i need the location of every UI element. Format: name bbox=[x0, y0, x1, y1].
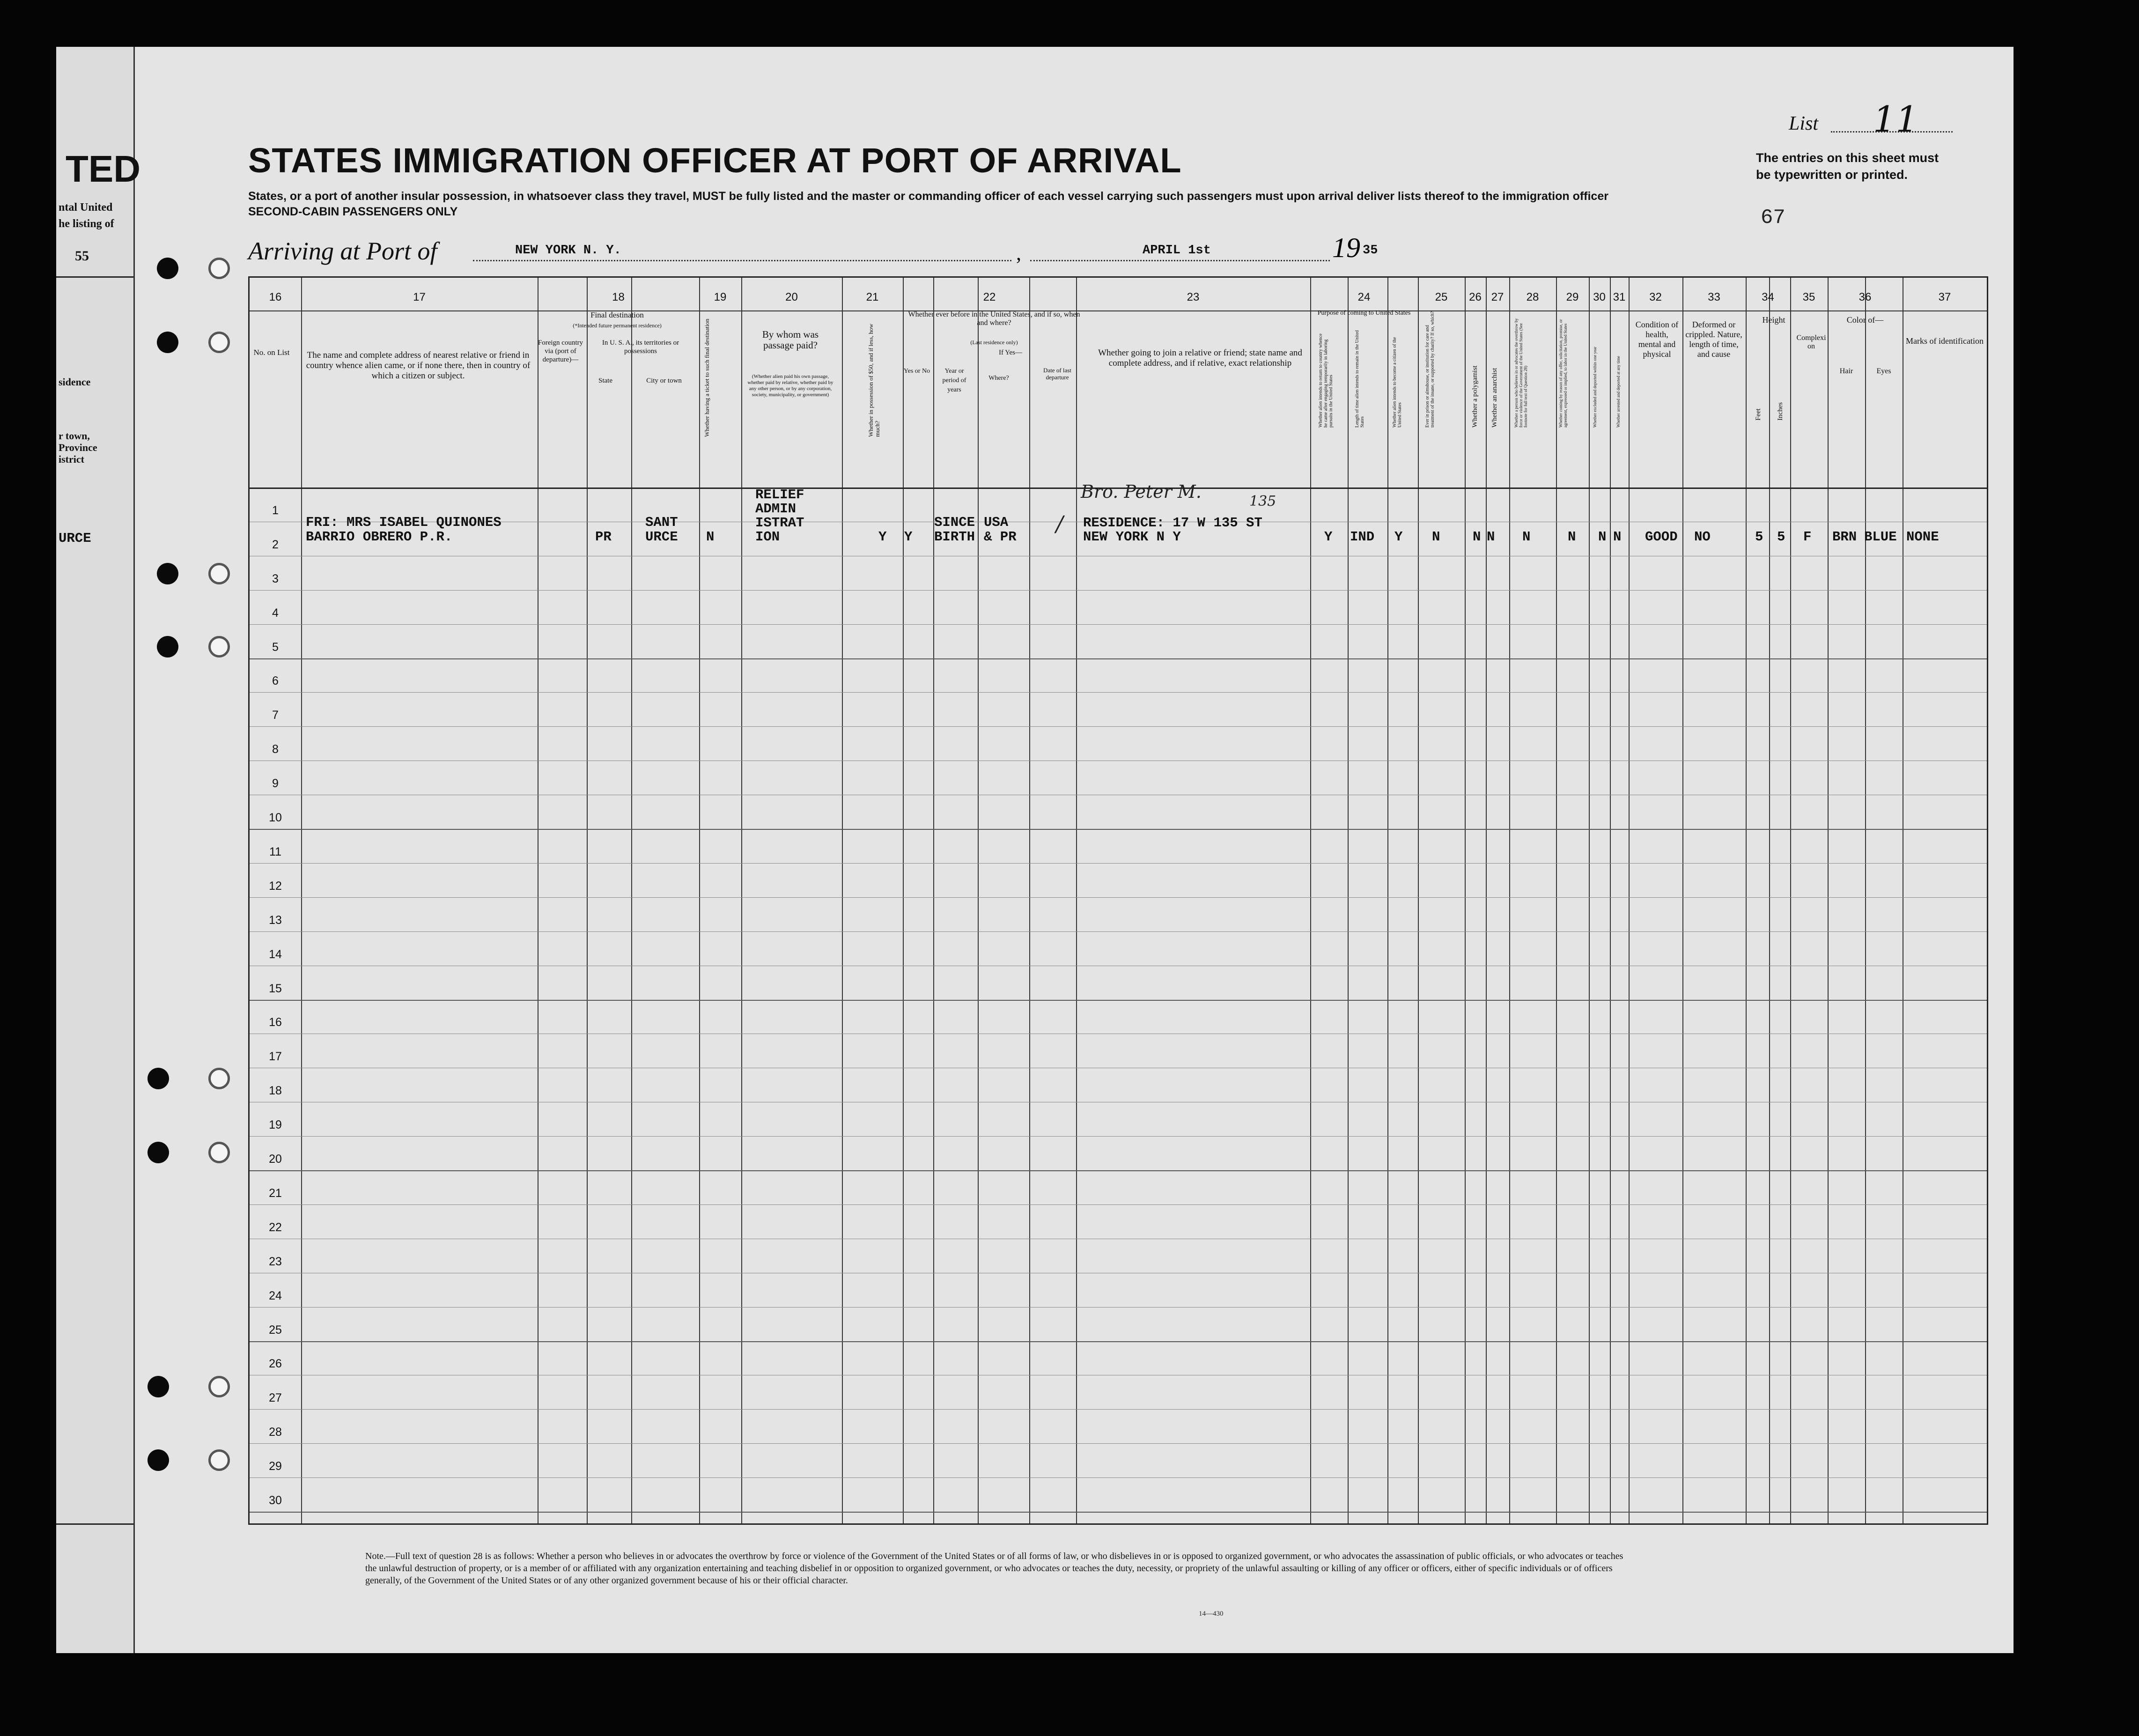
row-number: 4 bbox=[272, 606, 279, 620]
header-departure-date: Date of last departure bbox=[1043, 367, 1071, 381]
column-number: 18 bbox=[612, 291, 625, 303]
binder-hole-ring bbox=[208, 1449, 230, 1471]
binder-hole-ring bbox=[208, 332, 230, 353]
row-rule bbox=[250, 931, 1987, 932]
row-rule bbox=[250, 1170, 1987, 1171]
header-final-destination-sub: (*Intended future permanent residence) bbox=[573, 322, 662, 329]
column-number: 35 bbox=[1802, 291, 1815, 303]
column-rule bbox=[1865, 278, 1866, 1523]
column-rule bbox=[631, 278, 632, 1523]
left-fragment-line: he listing of bbox=[59, 218, 114, 230]
header-deformed: Deformed or crippled. Nature, length of time, and cause bbox=[1685, 320, 1742, 359]
row-number: 28 bbox=[269, 1426, 282, 1439]
header-feet: Feet bbox=[1755, 408, 1762, 421]
row-number: 3 bbox=[272, 572, 279, 585]
row-rule bbox=[250, 1512, 1987, 1513]
fifty-dollars-value: Y bbox=[878, 529, 887, 545]
header-final-destination: Final destination bbox=[590, 310, 644, 319]
row-rule bbox=[250, 1204, 1987, 1205]
column-number: 26 bbox=[1469, 291, 1482, 303]
row-number: 23 bbox=[269, 1255, 282, 1268]
province-label: Province bbox=[59, 442, 97, 453]
header-join-relative: Whether going to join a relative or friend; state name and complete address, and if relative, exact relationship bbox=[1098, 348, 1302, 368]
row-number: 12 bbox=[269, 879, 282, 893]
row-rule bbox=[250, 1477, 1987, 1478]
manifest-table bbox=[248, 276, 1988, 1525]
passage-paid-by: ION bbox=[755, 529, 780, 545]
binder-hole-ring bbox=[208, 563, 230, 584]
column-rule bbox=[933, 278, 934, 1523]
header-purpose-citizen: Whether alien intends to become a citizen of the United States bbox=[1392, 337, 1402, 428]
column-number: 20 bbox=[785, 291, 798, 303]
row-number: 29 bbox=[269, 1460, 282, 1473]
polygamist-value: N bbox=[1473, 529, 1481, 545]
footnote: Note.—Full text of question 28 is as follows: Whether a person who believes in or advocates the overthrow by force or violence of the Government of the United States or of all forms of law, or who disbelieves in or is opposed to organized government, or who advocates the assassination of public officials, or who advocates or teaches the unlawful destruction of property, or is a member of or affiliated with any organization entertaining and teaching disbelief in or opposition to organized government, or who advocates or teaches the duty, necessity, or propriety of the unlawful assaulting or killing of any officer or officers, either of specific individuals or of officers generally, of the Government of the United States or of any other organized government because of his or their official character. bbox=[365, 1551, 1623, 1586]
residence-label: sidence bbox=[59, 376, 91, 388]
list-label: List bbox=[1789, 113, 1819, 134]
row-rule bbox=[250, 829, 1987, 830]
column-number: 34 bbox=[1762, 291, 1774, 303]
arrival-date: APRIL 1st bbox=[1143, 244, 1211, 258]
page-title: STATES IMMIGRATION OFFICER AT PORT OF ARRIVAL bbox=[248, 141, 1182, 180]
left-fragment-line: ntal United bbox=[59, 201, 113, 214]
header-purpose-return: Whether alien intends to return to country whence he came after engaging temporarily in laboring pursuits in the United States bbox=[1318, 333, 1334, 428]
header-complexion: Complexion bbox=[1796, 334, 1826, 350]
destination-city: URCE bbox=[645, 529, 678, 545]
manifest-sheet bbox=[56, 47, 2014, 1653]
header-purpose: Purpose of coming to United States bbox=[1317, 310, 1411, 317]
handwritten-correction: 135 bbox=[1249, 493, 1276, 510]
row-number: 24 bbox=[269, 1289, 282, 1302]
passage-paid-by: RELIEF bbox=[755, 487, 804, 502]
deported-value: N bbox=[1613, 529, 1622, 545]
column-number: 33 bbox=[1708, 291, 1720, 303]
row-number: 7 bbox=[272, 709, 279, 722]
row-number: 15 bbox=[269, 982, 282, 995]
header-health: Condition of health, mental and physical bbox=[1635, 320, 1679, 359]
header-overthrow: Whether a person who believes in or advocates the overthrow by force or violence of the Government of the United States (See footnote for full text of Question 28) bbox=[1514, 318, 1528, 428]
header-no-on-list: No. on List bbox=[253, 348, 290, 357]
header-rule bbox=[250, 310, 1987, 311]
row-number: 18 bbox=[269, 1084, 282, 1098]
column-rule bbox=[1769, 278, 1770, 1523]
period-value: SINCE bbox=[934, 515, 975, 530]
deformed-value: NO bbox=[1694, 529, 1711, 545]
destination-city: SANT bbox=[645, 515, 678, 530]
date-dotted-line bbox=[1030, 260, 1330, 261]
binder-hole bbox=[157, 636, 178, 657]
column-number: 29 bbox=[1566, 291, 1579, 303]
binder-hole bbox=[148, 1449, 169, 1471]
health-value: GOOD bbox=[1645, 529, 1678, 545]
passage-paid-by: ISTRAT bbox=[755, 515, 804, 531]
header-state: State bbox=[598, 377, 612, 384]
where-value: & PR bbox=[984, 529, 1017, 545]
header-passage-paid: By whom was passage paid? bbox=[762, 329, 819, 351]
period-value: BIRTH bbox=[934, 529, 975, 545]
header-eyes: Eyes bbox=[1876, 367, 1891, 375]
header-prison: Ever in prison or almshouse, or institution for care and treatment of the insane, or supported by charity? If so, which? bbox=[1425, 311, 1435, 428]
prison-value: N bbox=[1432, 529, 1440, 545]
return-value: Y bbox=[1324, 529, 1333, 545]
relative-address-line: FRI: MRS ISABEL QUINONES bbox=[306, 515, 502, 530]
row-rule bbox=[250, 1136, 1987, 1137]
column-number: 31 bbox=[1613, 291, 1626, 303]
binder-hole-ring bbox=[208, 1142, 230, 1163]
header-color: Color of— bbox=[1846, 315, 1884, 325]
row-rule bbox=[250, 624, 1987, 625]
row-number: 17 bbox=[269, 1050, 282, 1064]
excluded-value: N bbox=[1598, 529, 1607, 545]
header-ever-before: Whether ever before in the United States, and if so, when and where? bbox=[908, 310, 1080, 327]
header-period: Year or period of years bbox=[942, 368, 966, 393]
column-rule bbox=[978, 278, 979, 1523]
header-where: Where? bbox=[988, 375, 1009, 382]
feet-value: 5 bbox=[1755, 529, 1763, 545]
header-anarchist: Whether an anarchist bbox=[1491, 368, 1498, 428]
column-rule bbox=[1790, 278, 1791, 1523]
left-fragment-table bbox=[56, 276, 133, 1525]
row-rule bbox=[250, 897, 1987, 898]
binder-hole bbox=[157, 258, 178, 279]
binder-hole bbox=[148, 1376, 169, 1397]
overthrow-value: N bbox=[1522, 529, 1531, 545]
header-hair: Hair bbox=[1839, 367, 1853, 375]
header-ticket: Whether having a ticket to such final destination bbox=[703, 318, 710, 437]
ever-before-value: Y bbox=[904, 529, 913, 545]
eyes-value: BLUE bbox=[1864, 529, 1897, 545]
binder-hole bbox=[148, 1068, 169, 1089]
row-number: 9 bbox=[272, 777, 279, 790]
header-ever-before-sub: (Last residence only) bbox=[970, 339, 1018, 346]
complexion-value: F bbox=[1803, 529, 1812, 545]
column-number: 36 bbox=[1859, 291, 1872, 303]
header-nearest-relative: The name and complete address of nearest relative or friend in country whence alien came, or if none there, then in country of which a citizen or subject. bbox=[306, 350, 531, 381]
binder-hole bbox=[148, 1142, 169, 1163]
column-rule bbox=[1486, 278, 1487, 1523]
handwritten-relative: Bro. Peter M. bbox=[1081, 481, 1202, 502]
header-fifty-dollars: Whether in possession of $50, and if less, how much? bbox=[867, 324, 881, 437]
row-number: 1 bbox=[272, 503, 279, 517]
left-fragment-title: TED bbox=[66, 148, 140, 190]
column-number: 22 bbox=[983, 291, 996, 303]
column-rule bbox=[1076, 278, 1077, 1523]
header-city: City or town bbox=[646, 377, 682, 384]
departure-mark: / bbox=[1056, 511, 1063, 536]
row-rule bbox=[250, 590, 1987, 591]
column-rule bbox=[1629, 278, 1630, 1523]
left-fragment-year: 55 bbox=[75, 248, 89, 264]
row-number: 19 bbox=[269, 1118, 282, 1132]
hair-value: BRN bbox=[1832, 529, 1857, 545]
page-number: 67 bbox=[1761, 206, 1785, 229]
port-of-arrival: NEW YORK N. Y. bbox=[515, 244, 621, 258]
column-rule bbox=[1029, 278, 1030, 1523]
row-number: 8 bbox=[272, 743, 279, 756]
row-number: 27 bbox=[269, 1391, 282, 1405]
marks-value: NONE bbox=[1906, 529, 1939, 545]
row-number: 14 bbox=[269, 947, 282, 961]
header-if-yes: If Yes— bbox=[998, 349, 1022, 356]
header-passage-paid-sub: (Whether alien paid his own passage, whether paid by relative, whether paid by any other person, or by any corporation, society, municipality, or government) bbox=[747, 374, 833, 398]
row-number: 26 bbox=[269, 1357, 282, 1371]
binder-hole bbox=[157, 563, 178, 584]
header-height: Height bbox=[1762, 315, 1785, 325]
column-number: 25 bbox=[1435, 291, 1448, 303]
column-rule bbox=[1746, 278, 1747, 1523]
binder-hole bbox=[157, 332, 178, 353]
column-rule bbox=[1509, 278, 1510, 1523]
row-number: 20 bbox=[269, 1152, 282, 1166]
district-label: istrict bbox=[59, 453, 84, 465]
column-number: 19 bbox=[714, 291, 727, 303]
ticket-value: N bbox=[706, 529, 715, 545]
row-number: 5 bbox=[272, 640, 279, 654]
row-rule bbox=[250, 1443, 1987, 1444]
header-polygamist: Whether a polygamist bbox=[1471, 365, 1479, 428]
row-number: 16 bbox=[269, 1016, 282, 1029]
column-rule bbox=[301, 278, 302, 1523]
row-number: 6 bbox=[272, 674, 279, 688]
column-rule bbox=[741, 278, 742, 1523]
previous-page-fragment bbox=[56, 47, 140, 1653]
column-number: 37 bbox=[1938, 291, 1951, 303]
header-labor-offer: Whether coming by reason of any offer, solicitation, promise, or agreement, expressed or implied, to labor in the United States bbox=[1558, 319, 1568, 428]
row-number: 22 bbox=[269, 1220, 282, 1234]
column-number: 28 bbox=[1526, 291, 1539, 303]
column-rule bbox=[1828, 278, 1829, 1523]
row-rule bbox=[250, 1341, 1987, 1342]
column-rule bbox=[1610, 278, 1611, 1523]
column-rule bbox=[1465, 278, 1466, 1523]
intro-text: States, or a port of another insular possession, in whatsoever class they travel, MUST be fully listed and the master or commanding officer of each vessel carrying such passengers must upon arrival deliver lists thereof to the immigration officer bbox=[248, 190, 1608, 203]
column-number: 17 bbox=[413, 291, 426, 303]
row-rule bbox=[250, 863, 1987, 864]
column-rule bbox=[1387, 278, 1388, 1523]
header-purpose-length: Length of time alien intends to remain in the United States bbox=[1355, 330, 1365, 428]
header-yes-no: Yes or No bbox=[903, 368, 930, 375]
column-rule bbox=[1682, 278, 1683, 1523]
anarchist-value: N bbox=[1487, 529, 1495, 545]
binder-hole-ring bbox=[208, 258, 230, 279]
column-rule bbox=[1418, 278, 1419, 1523]
row-rule bbox=[250, 726, 1987, 727]
port-dotted-line bbox=[473, 260, 1011, 261]
year-prefix: 19 bbox=[1332, 232, 1360, 263]
header-inches: Inches bbox=[1777, 402, 1784, 421]
form-number: 14—430 bbox=[1199, 1610, 1224, 1618]
column-number: 23 bbox=[1187, 291, 1200, 303]
entries-note: be typewritten or printed. bbox=[1756, 168, 1908, 182]
row-number: 30 bbox=[269, 1494, 282, 1507]
column-number: 27 bbox=[1491, 291, 1504, 303]
column-rule bbox=[903, 278, 904, 1523]
inches-value: 5 bbox=[1777, 529, 1785, 545]
column-rule bbox=[842, 278, 843, 1523]
row-rule bbox=[250, 1000, 1987, 1001]
header-marks: Marks of identification bbox=[1906, 336, 1984, 346]
binder-hole-ring bbox=[208, 636, 230, 657]
where-value: USA bbox=[984, 515, 1009, 530]
labor-offer-value: N bbox=[1568, 529, 1576, 545]
citizen-value: Y bbox=[1394, 529, 1403, 545]
header-in-usa: In U. S. A., its territories or possessions bbox=[602, 339, 679, 355]
binder-hole-ring bbox=[208, 1068, 230, 1089]
binder-hole-ring bbox=[208, 1376, 230, 1397]
column-number: 32 bbox=[1649, 291, 1662, 303]
column-number: 30 bbox=[1593, 291, 1606, 303]
comma: , bbox=[1016, 242, 1021, 265]
header-foreign-country: Foreign country via (port of departure)— bbox=[538, 339, 583, 363]
arriving-label: Arriving at Port of bbox=[248, 237, 437, 265]
row-number: 21 bbox=[269, 1186, 282, 1200]
join-address-line: NEW YORK N Y bbox=[1083, 529, 1181, 545]
list-number: 11 bbox=[1873, 98, 1918, 140]
passage-paid-by: ADMIN bbox=[755, 501, 797, 517]
row-number: 2 bbox=[272, 538, 279, 551]
row-rule bbox=[250, 658, 1987, 659]
column-number: 16 bbox=[269, 291, 282, 303]
column-number: 21 bbox=[866, 291, 879, 303]
header-excluded: Whether excluded and deported within one year bbox=[1593, 347, 1597, 428]
row-number: 11 bbox=[269, 845, 281, 858]
column-number: 24 bbox=[1357, 291, 1371, 303]
row-rule bbox=[250, 1307, 1987, 1308]
class-line: SECOND-CABIN PASSENGERS ONLY bbox=[248, 205, 458, 218]
column-rule bbox=[587, 278, 588, 1523]
destination-state: PR bbox=[595, 529, 612, 545]
length-value: IND bbox=[1350, 529, 1375, 545]
entries-note: The entries on this sheet must bbox=[1756, 151, 1939, 165]
column-rule bbox=[1310, 278, 1311, 1523]
column-rule bbox=[1589, 278, 1590, 1523]
row-number: 13 bbox=[269, 913, 282, 927]
column-rule bbox=[699, 278, 700, 1523]
header-deported: Whether arrested and deported at any time bbox=[1616, 356, 1621, 428]
residence-row1: URCE bbox=[59, 531, 91, 546]
column-rule bbox=[1348, 278, 1349, 1523]
year-suffix: 35 bbox=[1363, 244, 1378, 258]
row-number: 25 bbox=[269, 1323, 282, 1337]
row-rule bbox=[250, 692, 1987, 693]
row-number: 10 bbox=[269, 811, 282, 824]
column-rule bbox=[1556, 278, 1557, 1523]
relative-address-line: BARRIO OBRERO P.R. bbox=[306, 529, 453, 545]
join-address-line: RESIDENCE: 17 W 135 ST bbox=[1083, 515, 1262, 531]
town-label: r town, bbox=[59, 430, 90, 442]
row-rule bbox=[250, 1409, 1987, 1410]
